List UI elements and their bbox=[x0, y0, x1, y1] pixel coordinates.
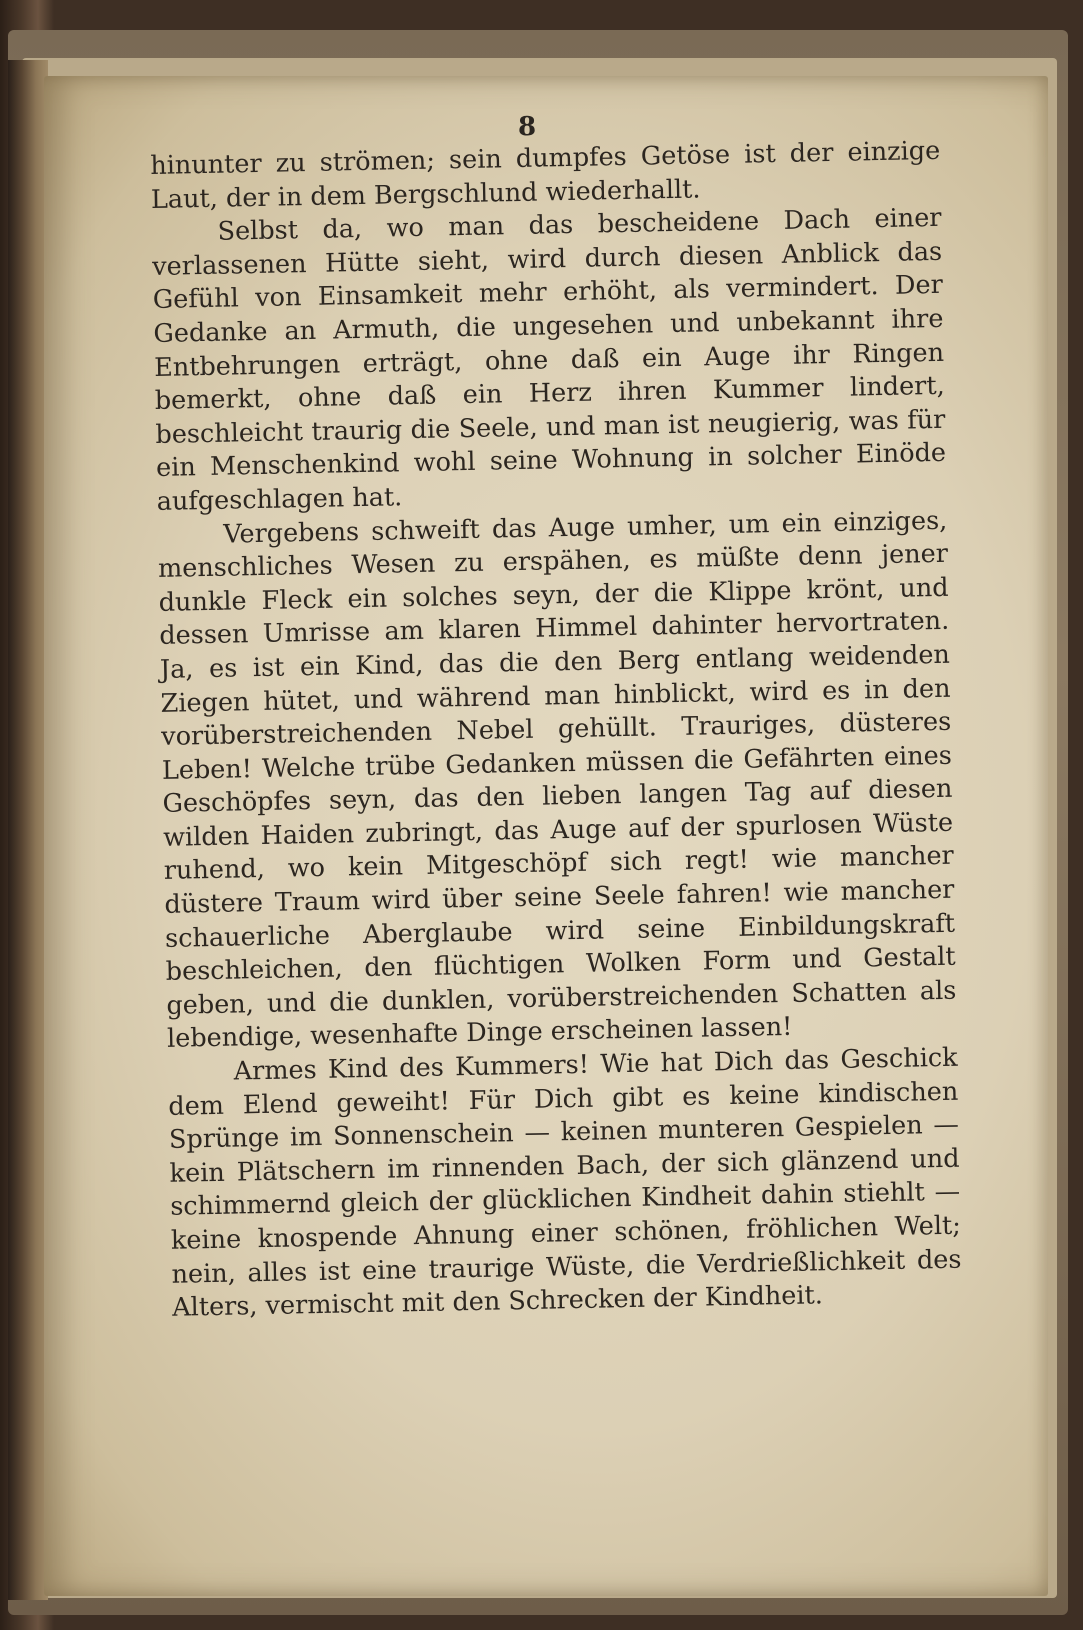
paragraph-1: hinunter zu strömen; sein dumpfes Getöse ist der einzige Laut, der in dem Bergschlund wiederhallt. bbox=[150, 135, 941, 215]
paragraph-2: Selbst da, wo man das bescheidene Dach einer verlassenen Hütte sieht, wird durch diesen Anblick das Gefühl von Einsamkeit mehr erhöht, als vermindert. Der Gedanke an Armuth, die ungesehen und unbekannt ihre Entbehrungen erträgt, ohne daß ein Auge ihr Ringen bemerkt, ohne daß ein Herz ihren Kummer lindert, beschleicht traurig die Seele, und man ist neugierig, was für ein Menschenkind wohl seine Wohnung in solcher Einöde aufgeschlagen hat. bbox=[151, 203, 947, 517]
paragraph-4: Armes Kind des Kummers! Wie hat Dich das Geschick dem Elend geweiht! Für Dich gibt es keine kindischen Sprünge im Sonnenschein — keinen munteren Gespielen — kein Plätschern im rinnenden Bach, der sich glänzend und schimmernd gleich der glücklichen Kindheit dahin stiehlt — keine knospende Ahnung einer schönen, fröhlichen Welt; nein, alles ist eine traurige Wüste, die Verdrießlichkeit des Alters, vermischt mit den Schrecken der Kindheit. bbox=[168, 1042, 962, 1323]
book-spine-edge bbox=[8, 60, 48, 1600]
paragraph-3: Vergebens schweift das Auge umher, um ein einziges, menschliches Wesen zu erspähen, es müßte denn jener dunkle Fleck ein solches seyn, der die Klippe krönt, und dessen Umrisse am klaren Himmel dahinter hervortraten. Ja, es ist ein Kind, das die den Berg entlang weidenden Ziegen hütet, und während man hinblickt, wird es in den vorüberstreichenden Nebel gehüllt. Trauriges, düsteres Leben! Welche trübe Gedanken müssen die Gefährten eines Geschöpfes seyn, das den lieben langen Tag auf diesen wilden Haiden zubringt, das Auge auf der spurlosen Wüste ruhend, wo kein Mitgeschöpf sich regt! wie mancher düstere Traum wird über seine Seele fahren! wie mancher schauerliche Aberglaube wird seine Einbildungskraft beschleichen, den flüchtigen Wolken Form und Gestalt geben, und die dunklen, vorüberstreichenden Schatten als lebendige, wesenhafte Dinge erscheinen lassen! bbox=[157, 505, 957, 1055]
page-text bbox=[150, 135, 962, 1326]
page-number: 8 bbox=[518, 112, 537, 142]
